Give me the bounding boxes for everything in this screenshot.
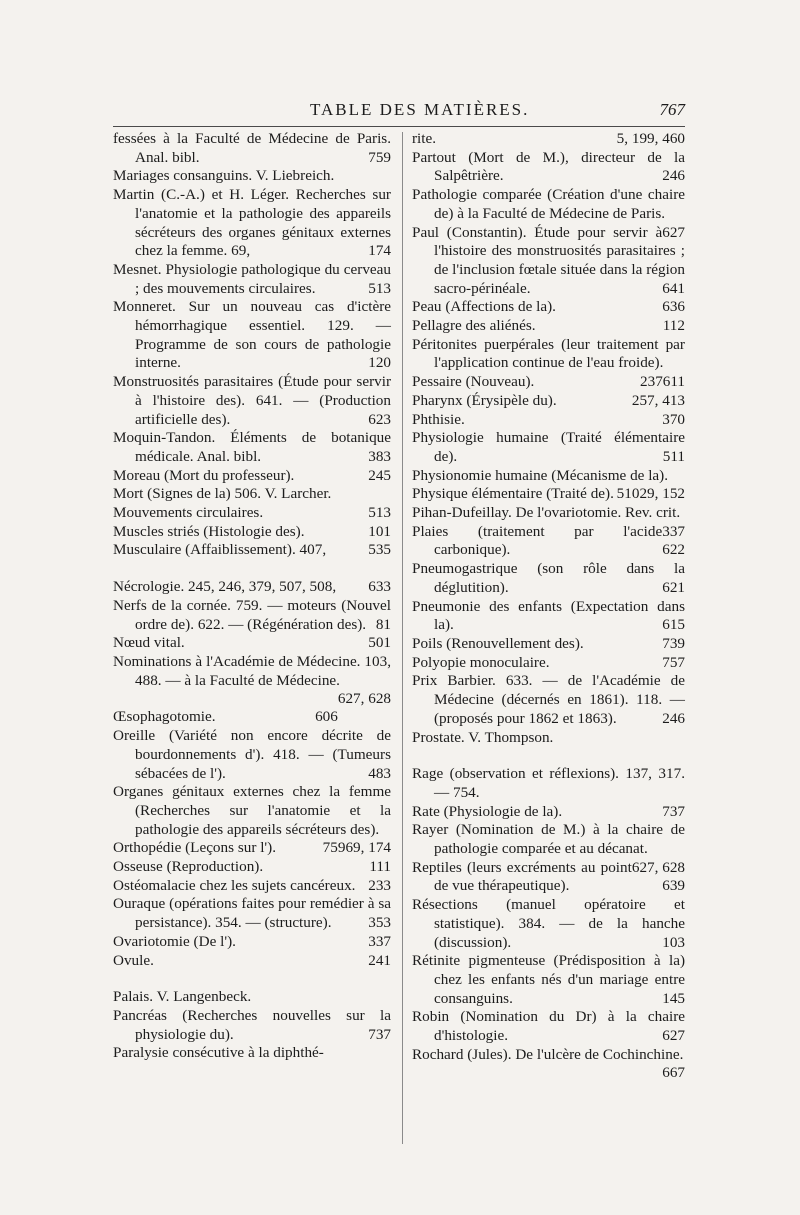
entry-text: Moreau (Mort du professeur). — [113, 466, 295, 484]
index-entry — [113, 429, 391, 466]
index-entry — [113, 652, 391, 708]
column-divider — [402, 132, 403, 1144]
index-entry — [113, 1044, 391, 1063]
entry-page-ref: 511 — [662, 447, 685, 465]
index-entry — [412, 298, 685, 317]
index-entry — [113, 261, 391, 298]
entry-text: Reptiles (leurs excréments au point de vue thérapeutique). — [412, 858, 632, 895]
entry-text: Ouraque (opérations faites pour remédier à sa persistance). 354. — (structure). — [113, 895, 391, 932]
entry-text: Phthisie. — [412, 410, 465, 428]
index-entry — [412, 485, 685, 504]
entry-text: Mesnet. Physiologie pathologique du cerveau ; des mouvements circulaires. — [113, 260, 391, 297]
index-entry — [113, 839, 391, 858]
index-entry — [113, 895, 391, 932]
index-entry — [113, 858, 391, 877]
entry-page-ref: 641 — [662, 279, 685, 297]
entry-text: Pihan-Dufeillay. De l'ovariotomie. Rev. crit. — [412, 504, 681, 522]
entry-text: Mariages consanguins. V. Liebreich. — [113, 167, 335, 185]
entry-text: Musculaire (Affaiblissement). 407, — [113, 541, 327, 559]
index-entry — [412, 411, 685, 430]
index-entry — [113, 467, 391, 486]
entry-page-ref: 337 — [662, 522, 685, 540]
index-entry — [412, 523, 685, 560]
index-entry — [113, 130, 391, 167]
index-entry — [113, 727, 391, 783]
entry-page-ref: 606 — [315, 708, 338, 726]
entry-text: Rage (observation et réflexions). 137, 317. — 754. — [412, 765, 685, 801]
entry-text: Monstruosités parasitaires (Étude pour servir à l'histoire des). 641. — (Production artificielle des). — [113, 373, 391, 428]
entry-page-ref: 246 — [662, 167, 685, 185]
entry-text: Ovariotomie (De l'). — [113, 932, 236, 950]
entry-text: Palais. V. Langenbeck. — [113, 988, 252, 1006]
index-entry — [412, 654, 685, 673]
entry-text: Physiologie humaine (Traité élémentaire de). — [412, 429, 685, 465]
entry-text: Pessaire (Nouveau). — [412, 373, 535, 391]
entry-page-ref: 636 — [662, 298, 685, 316]
entry-page-ref: 623 — [368, 410, 391, 428]
entry-text: Œsophagotomie. — [113, 708, 216, 726]
header-rule — [113, 126, 685, 127]
entry-page-ref: 627, 628 — [337, 690, 391, 708]
left-column — [113, 130, 391, 1063]
entry-page-ref: 757 — [662, 653, 685, 671]
index-entry — [113, 186, 391, 261]
entry-text: Résections (manuel opératoire et statistique). 384. — de la hanche (discussion). — [412, 896, 685, 951]
index-entry — [412, 598, 685, 635]
index-entry — [113, 708, 391, 727]
index-entry — [113, 877, 391, 896]
entry-text: Moquin-Tandon. Éléments de botanique médicale. Anal. bibl. — [113, 429, 391, 465]
entry-page-ref: 237 — [640, 373, 663, 391]
entry-text: Mouvements circulaires. — [113, 504, 264, 522]
entry-page-ref: 29, 152 — [639, 485, 685, 503]
entry-text: Nerfs de la cornée. 759. — moteurs (Nouvel ordre de). 622. — (Régénération des). — [113, 596, 391, 633]
entry-text: Rétinite pigmenteuse (Prédisposition à la) chez les enfants nés d'un mariage entre consanguins. — [412, 952, 685, 1007]
page-title: TABLE DES MATIÈRES. — [310, 100, 530, 119]
index-entry — [412, 130, 685, 149]
entry-page-ref: 483 — [368, 764, 391, 782]
entry-text: Pellagre des aliénés. — [412, 317, 536, 335]
index-entry — [113, 597, 391, 634]
index-entry — [113, 373, 391, 429]
entry-text: Nœud vital. — [113, 634, 185, 652]
entry-text: Pathologie comparée (Création d'une chaire de) à la Faculté de Médecine de Paris. — [412, 186, 685, 222]
index-entry — [113, 1007, 391, 1044]
entry-page-ref: 737 — [368, 1025, 391, 1043]
entry-text: Oreille (Variété non encore décrite de bourdonnements d'). 418. — (Tumeurs sébacées de l'). — [113, 727, 391, 782]
entry-page-ref: 257, 413 — [631, 391, 685, 409]
entry-text: Physique élémentaire (Traité de). — [412, 485, 614, 503]
index-entry — [412, 504, 685, 540]
index-entry — [113, 578, 391, 597]
page-number: 767 — [659, 100, 685, 119]
entry-page-ref: 81 — [375, 615, 391, 633]
entry-text: Paralysie consécutive à la diphthé- — [113, 1044, 324, 1062]
entry-page-ref: 633 — [368, 578, 391, 596]
entry-page-ref: 627, 628 — [631, 858, 685, 876]
entry-page-ref: 353 — [368, 914, 391, 932]
entry-page-ref: 510 — [616, 485, 640, 503]
entry-text: Pneumogastrique (son rôle dans la déglutition). — [412, 560, 685, 596]
index-entry — [412, 859, 685, 896]
index-entry — [113, 988, 391, 1007]
entry-text: Physionomie humaine (Mécanisme de la). — [412, 466, 669, 484]
entry-text: Pneumonie des enfants (Expectation dans la). — [412, 597, 685, 634]
index-entry — [412, 392, 685, 411]
index-entry — [412, 373, 685, 392]
entry-page-ref: 233 — [368, 876, 391, 894]
index-entry — [412, 560, 685, 597]
index-entry — [412, 729, 685, 748]
page-header — [310, 100, 685, 126]
index-entry — [113, 933, 391, 952]
entry-page-ref: 627 — [662, 1027, 685, 1045]
index-entry — [412, 186, 685, 241]
section-gap — [113, 560, 391, 578]
entry-page-ref: 112 — [662, 317, 685, 335]
entry-page-ref: 513 — [368, 279, 391, 297]
entry-page-ref: 5, 199, 460 — [616, 130, 685, 147]
entry-page-ref: 370 — [662, 410, 685, 428]
entry-text: Orthopédie (Leçons sur l'). — [113, 839, 276, 857]
entry-page-ref: 145 — [662, 989, 685, 1007]
section-gap — [412, 747, 685, 765]
index-entry — [412, 672, 685, 728]
entry-text: Péritonites puerpérales (leur traitement par l'application continue de l'eau froide). — [412, 335, 685, 372]
entry-text: Rate (Physiologie de la). — [412, 802, 563, 820]
index-entry — [113, 523, 391, 542]
entry-text: Robin (Nomination du Dr) à la chaire d'histologie. — [412, 1008, 685, 1045]
index-entry — [412, 429, 685, 466]
index-entry — [113, 504, 391, 523]
entry-text: Paul (Constantin). Étude pour servir à l'histoire des monstruosités parasitaires ; de l'inclusion fœtale située dans la région sacro-périnéale. — [412, 223, 685, 297]
index-entry — [412, 896, 685, 952]
entry-text: Rochard (Jules). De l'ulcère de Cochinchine. — [412, 1045, 684, 1063]
entry-text: Polyopie monoculaire. — [412, 653, 550, 671]
entry-page-ref: 639 — [662, 877, 685, 895]
index-entry — [412, 224, 685, 299]
entry-page-ref: 241 — [368, 951, 391, 969]
entry-page-ref: 103 — [662, 933, 685, 951]
entry-page-ref: 245 — [368, 466, 391, 484]
entry-text: Organes génitaux externes chez la femme (Recherches sur l'anatomie et la pathologie des appareils sécréteurs des). — [113, 783, 391, 838]
index-entry — [412, 1045, 685, 1082]
entry-text: Pancréas (Recherches nouvelles sur la physiologie du). — [113, 1006, 391, 1043]
entry-text: Plaies (traitement par l'acide carbonique). — [412, 522, 663, 559]
index-entry — [113, 634, 391, 653]
right-column — [412, 130, 685, 1083]
entry-page-ref: 622 — [662, 541, 685, 559]
entry-page-ref: 501 — [368, 634, 391, 652]
section-gap — [113, 970, 391, 988]
entry-text: Rayer (Nomination de M.) à la chaire de pathologie comparée et au décanat. — [412, 821, 685, 858]
index-entry — [412, 821, 685, 876]
index-entry — [412, 803, 685, 822]
entry-page-ref: 69, 174 — [345, 839, 391, 857]
index-entry — [412, 765, 685, 802]
entry-page-ref: 111 — [369, 858, 391, 876]
entry-page-ref: 615 — [662, 616, 685, 634]
entry-text: rite. — [412, 130, 437, 147]
entry-page-ref: 535 — [368, 541, 391, 559]
entry-page-ref: 611 — [662, 373, 685, 391]
entry-text: Mort (Signes de la) 506. V. Larcher. — [113, 485, 332, 503]
entry-text: Muscles striés (Histologie des). — [113, 522, 305, 540]
entry-text: Ostéomalacie chez les sujets cancéreux. — [113, 876, 356, 894]
entry-page-ref: 101 — [368, 522, 391, 540]
entry-page-ref: 739 — [662, 634, 685, 652]
index-entry — [113, 952, 391, 971]
entry-page-ref: 759 — [322, 839, 346, 857]
entry-text: Nominations à l'Académie de Médecine. 103, 488. — à la Faculté de Médecine. — [113, 652, 391, 689]
entry-text: Nécrologie. 245, 246, 379, 507, 508, — [113, 578, 337, 596]
index-entry — [113, 541, 391, 560]
entry-page-ref: 667 — [662, 1064, 685, 1082]
entry-text: Monneret. Sur un nouveau cas d'ictère hémorrhagique essentiel. 129. — Programme de son cours de pathologie interne. — [113, 298, 391, 372]
entry-text: Poils (Renouvellement des). — [412, 634, 584, 652]
index-entry — [412, 952, 685, 1008]
entry-page-ref: 759 — [368, 148, 391, 166]
entry-page-ref: 383 — [368, 447, 391, 465]
entry-text: Martin (C.-A.) et H. Léger. Recherches sur l'anatomie et la pathologie des appareils sécréteurs des organes génitaux externes chez la femme. 69, — [113, 186, 391, 260]
entry-text: Peau (Affections de la). — [412, 298, 556, 316]
entry-page-ref: 337 — [368, 932, 391, 950]
index-entry — [412, 1008, 685, 1045]
entry-text: Partout (Mort de M.), directeur de la Salpêtrière. — [412, 148, 685, 185]
entry-page-ref: 174 — [368, 242, 391, 260]
index-entry — [412, 317, 685, 336]
entry-page-ref: 513 — [368, 504, 391, 522]
entry-page-ref: 246 — [662, 709, 685, 727]
entry-page-ref: 120 — [368, 354, 391, 372]
entry-text: Osseuse (Reproduction). — [113, 858, 264, 876]
entry-text: Prix Barbier. 633. — de l'Académie de Médecine (décernés en 1861). 118. — (proposés pour 1862 et 1863). — [412, 672, 685, 727]
entry-page-ref: 627 — [662, 223, 685, 241]
index-entry — [412, 635, 685, 654]
entry-text: fessées à la Faculté de Médecine de Paris. Anal. bibl. — [113, 130, 391, 166]
entry-page-ref: 621 — [662, 578, 685, 596]
entry-text: Ovule. — [113, 951, 154, 969]
index-entry — [412, 149, 685, 186]
index-entry — [113, 485, 391, 504]
entry-text: Pharynx (Érysipèle du). — [412, 391, 557, 409]
entry-text: Prostate. V. Thompson. — [412, 728, 554, 746]
index-entry — [113, 298, 391, 373]
entry-page-ref: 737 — [662, 802, 685, 820]
index-entry — [113, 167, 391, 186]
